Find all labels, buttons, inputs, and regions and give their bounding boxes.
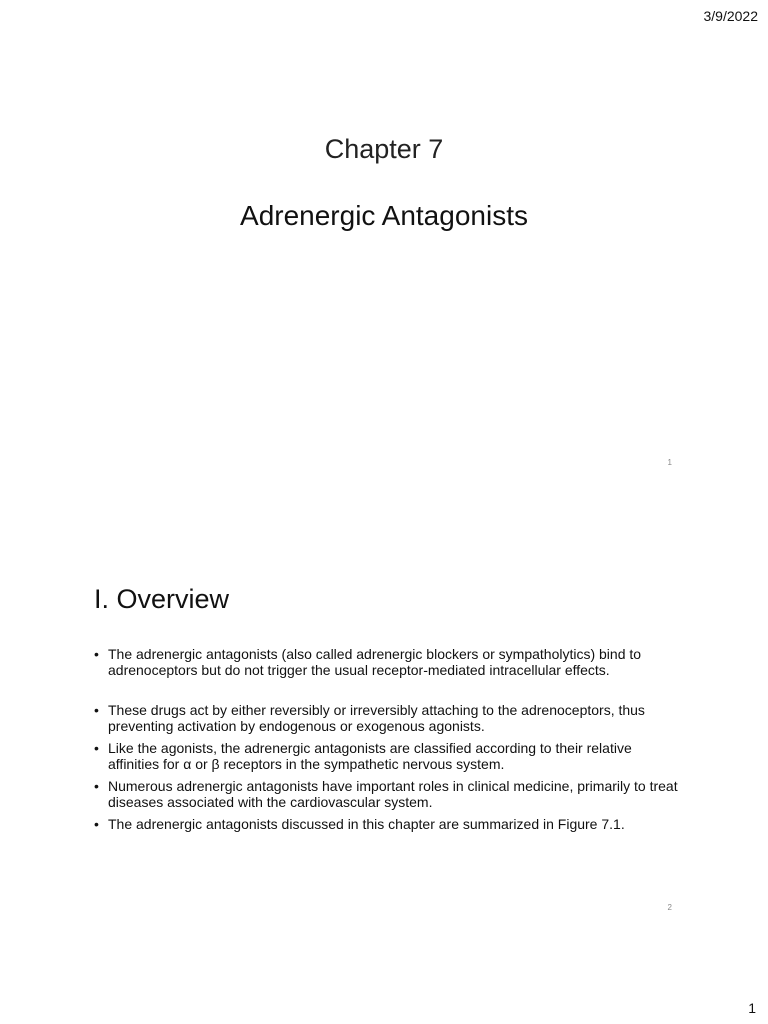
bullet-item: • Like the agonists, the adrenergic antagonists are classified according to their relative affinities for α or β receptors in the sympathetic nervous system. <box>94 740 679 772</box>
slide-1 <box>84 110 684 480</box>
slide-number: 2 <box>667 903 672 912</box>
bullet-item: • The adrenergic antagonists discussed in this chapter are summarized in Figure 7.1. <box>94 816 679 832</box>
chapter-label: Chapter 7 <box>324 134 444 164</box>
page-number: 1 <box>748 1000 756 1016</box>
slide-title: Adrenergic Antagonists <box>240 200 528 231</box>
section-heading: I. Overview <box>94 584 230 614</box>
slide-number: 1 <box>667 458 672 467</box>
page-date: 3/9/2022 <box>703 8 758 24</box>
bullet-list <box>94 646 679 838</box>
bullet-item: • These drugs act by either reversibly or irreversibly attaching to the adrenoceptors, thus preventing activation by endogenous or exogenous agonists. <box>94 702 679 734</box>
bullet-item: • Numerous adrenergic antagonists have important roles in clinical medicine, primarily to treat diseases associated with the cardiovascular system. <box>94 778 679 810</box>
slide-2 <box>84 560 684 920</box>
bullet-item: • The adrenergic antagonists (also called adrenergic blockers or sympatholytics) bind to adrenoceptors but do not trigger the usual receptor-mediated intracellular effects. <box>94 646 679 678</box>
